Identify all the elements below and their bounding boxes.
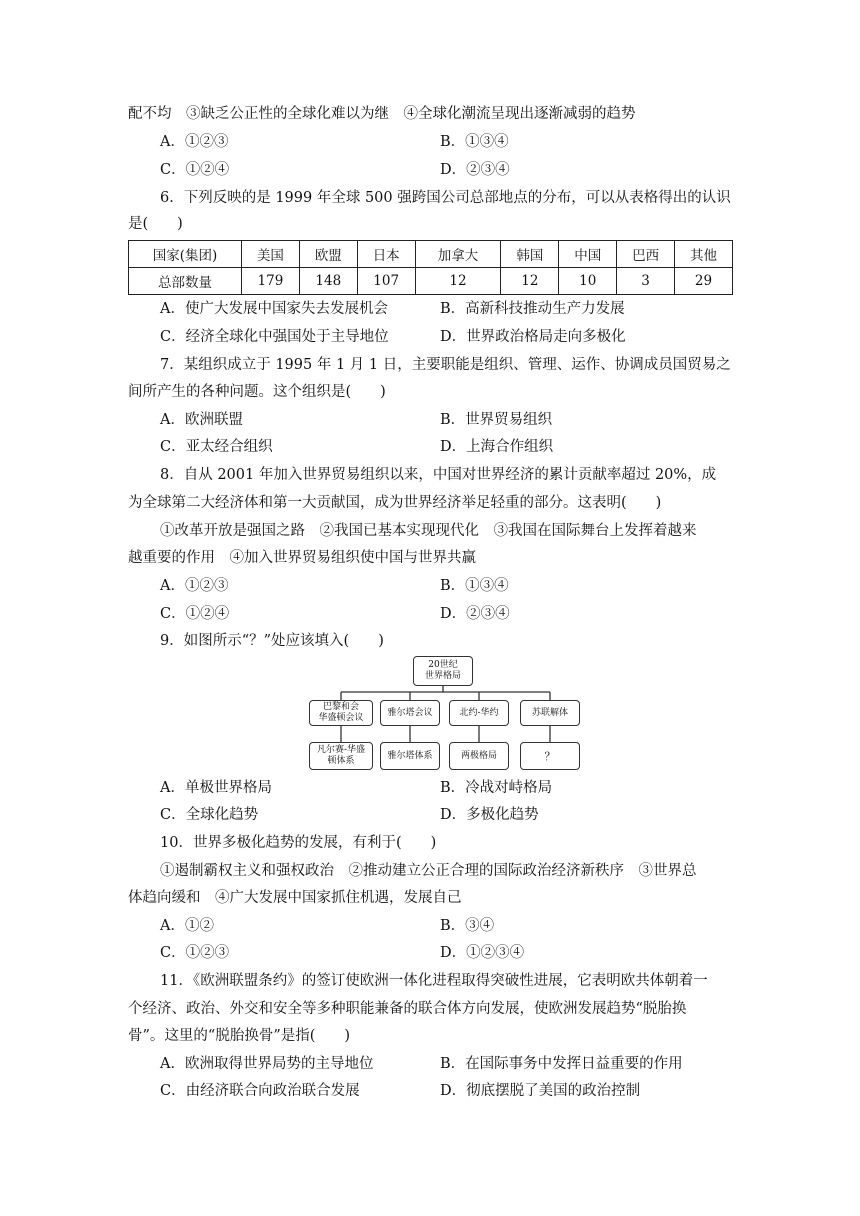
- q11-stem-line2: 个经济、政治、外交和安全等多种职能兼备的联合体方向发展，使欧洲发展趋势“脱胎换: [128, 1001, 687, 1017]
- q11-stem-line3: 骨”。这里的“脱胎换骨”是指( ): [128, 1028, 351, 1044]
- q10-statements-line1: ①遏制霸权主义和强权政治 ②推动建立公正合理的国际政治经济新秩序 ③世界总: [160, 863, 697, 879]
- q5-continuation: 配不均 ③缺乏公正性的全球化难以为继 ④全球化潮流呈现出逐渐减弱的趋势: [128, 106, 636, 122]
- diagram-result-node: [309, 742, 373, 770]
- q8-option-b: B．①③④: [440, 578, 509, 594]
- q10-option-d: D．①②③④: [440, 945, 525, 961]
- event-text: 雅尔塔会议: [387, 707, 433, 718]
- diagram-result-node: [449, 742, 509, 770]
- result-text: ？: [544, 749, 556, 763]
- q10-option-c: C．①②③: [160, 945, 230, 961]
- q7-option-b: B．世界贸易组织: [440, 412, 553, 428]
- diagram-event-node: [449, 700, 509, 726]
- table-cell: 10: [559, 268, 617, 295]
- q7-stem-line2: 间所产生的各种问题。这个组织是( ): [128, 384, 386, 400]
- q5-option-b: B．①③④: [440, 134, 509, 150]
- table-header-cell: 美国: [242, 241, 300, 268]
- q7-option-d: D．上海合作组织: [440, 439, 554, 455]
- table-cell: 179: [242, 268, 300, 295]
- q6-option-c: C．经济全球化中强国处于主导地位: [160, 329, 389, 345]
- root-line2: 世界格局: [424, 671, 461, 681]
- table-header-cell: 巴西: [617, 241, 675, 268]
- diagram-unknown-node: [520, 742, 580, 770]
- q6-stem-line2: 是( ): [128, 216, 183, 232]
- table-header-cell: 国家(集团): [129, 241, 242, 268]
- q11-option-b: B．在国际事务中发挥日益重要的作用: [440, 1056, 683, 1072]
- q5-option-c: C．①②④: [160, 162, 230, 178]
- table-header-cell: 韩国: [501, 241, 559, 268]
- q8-option-a: A．①②③: [160, 578, 229, 594]
- table-header-cell: 中国: [559, 241, 617, 268]
- q9-stem: 9．如图所示“？”处应该填入( ): [160, 633, 384, 649]
- event-text: 华盛顿会议: [318, 713, 364, 723]
- q8-stem-line1: 8．自从 2001 年加入世界贸易组织以来，中国对世界经济的累计贡献率超过 20%，成: [160, 467, 717, 483]
- diagram-root-node: [413, 656, 473, 686]
- q8-statements-line1: ①改革开放是强国之路 ②我国已基本实现现代化 ③我国在国际舞台上发挥着越来: [160, 523, 697, 539]
- diagram-event-node: [520, 700, 580, 726]
- q6-option-b: B．高新科技推动生产力发展: [440, 301, 625, 317]
- q9-option-c: C．全球化趋势: [160, 807, 259, 823]
- q8-stem-line2: 为全球第二大经济体和第一大贡献国，成为世界经济举足轻重的部分。这表明( ): [128, 495, 662, 511]
- q8-option-d: D．②③④: [440, 606, 510, 622]
- event-text: 北约-华约: [459, 707, 499, 718]
- table-cell: 29: [675, 268, 733, 295]
- q7-stem-line1: 7．某组织成立于 1995 年 1 月 1 日，主要职能是组织、管理、运作、协调成员国贸易之: [160, 357, 731, 373]
- root-line1: 20世纪: [428, 660, 458, 670]
- q11-stem-line1: 11．《欧洲联盟条约》的签订使欧洲一体化进程取得突破性进展，它表明欧共体朝着一: [160, 973, 708, 989]
- table-cell: 12: [501, 268, 559, 295]
- result-text: 两极格局: [460, 750, 497, 761]
- table-cell: 148: [299, 268, 357, 295]
- q10-statements-line2: 体趋向缓和 ④广大发展中国家抓住机遇，发展自己: [128, 890, 462, 906]
- table-cell: 107: [357, 268, 415, 295]
- q11-option-d: D．彻底摆脱了美国的政治控制: [440, 1083, 641, 1099]
- event-text: 苏联解体: [531, 707, 568, 718]
- diagram-event-node: [380, 700, 440, 726]
- q9-option-a: A．单极世界格局: [160, 780, 272, 796]
- event-text: 巴黎和会: [322, 702, 359, 712]
- q7-option-c: C．亚太经合组织: [160, 439, 273, 455]
- result-text: 凡尔赛-华盛: [316, 745, 366, 755]
- q7-option-a: A．欧洲联盟: [160, 412, 243, 428]
- table-header-cell: 日本: [357, 241, 415, 268]
- table-header-cell: 加拿大: [415, 241, 501, 268]
- diagram-event-node: [309, 700, 373, 726]
- q8-statements-line2: 越重要的作用 ④加入世界贸易组织使中国与世界共赢: [128, 550, 476, 566]
- table-header-cell: 其他: [675, 241, 733, 268]
- q9-option-b: B．冷战对峙格局: [440, 780, 553, 796]
- q10-option-b: B．③④: [440, 918, 495, 934]
- diagram-result-node: [380, 742, 440, 770]
- q10-stem: 10．世界多极化趋势的发展，有利于( ): [160, 835, 437, 851]
- table-cell: 3: [617, 268, 675, 295]
- table-header-cell: 欧盟: [299, 241, 357, 268]
- result-text: 顿体系: [327, 756, 355, 766]
- q5-option-a: A．①②③: [160, 134, 229, 150]
- result-text: 雅尔塔体系: [387, 750, 433, 761]
- q5-option-d: D．②③④: [440, 162, 510, 178]
- q11-option-a: A．欧洲取得世界局势的主导地位: [160, 1056, 374, 1072]
- q11-option-c: C．由经济联合向政治联合发展: [160, 1083, 360, 1099]
- q9-option-d: D．多极化趋势: [440, 807, 539, 823]
- q6-option-d: D．世界政治格局走向多极化: [440, 329, 626, 345]
- table-row-label: 总部数量: [129, 268, 242, 295]
- table-cell: 12: [415, 268, 501, 295]
- q8-option-c: C．①②④: [160, 606, 230, 622]
- q6-option-a: A．使广大发展中国家失去发展机会: [160, 301, 388, 317]
- q6-stem-line1: 6．下列反映的是 1999 年全球 500 强跨国公司总部地点的分布，可以从表格得出的认识: [160, 190, 731, 206]
- q10-option-a: A．①②: [160, 918, 214, 934]
